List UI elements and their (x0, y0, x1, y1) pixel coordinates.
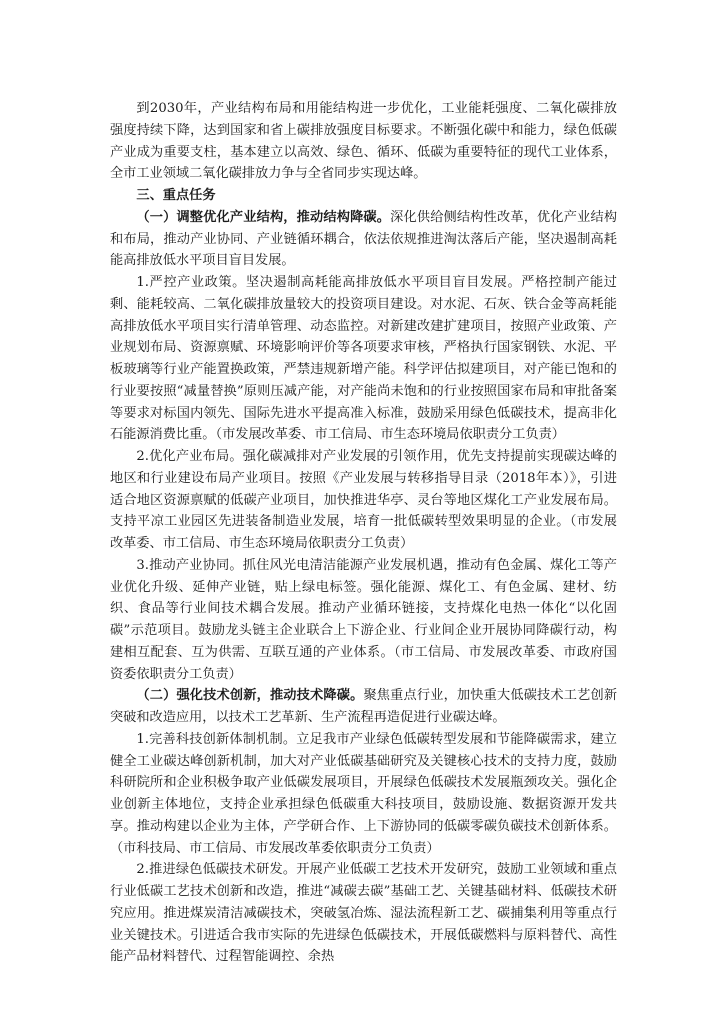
paragraph-structure-carbon-reduction (110, 207, 617, 272)
paragraph-industrial-policy: 1.严控产业政策。坚决遏制高耗能高排放低水平项目盲目发展。严格控制产能过剩、能耗较高、二氧化碳排放量较大的投资项目建设。对水泥、石灰、铁合金等高耗能高排放低水平项目实行清单管理、动态监控。对新建改建扩建项目，按照产业政策、产业规划布局、资源禀赋、环境影响评价等各项要求审核，严格执行国家钢铁、水泥、平板玻璃等行业产能置换政策，严禁违规新增产能。科学评估拟建项目，对产能已饱和的行业要按照“减量替换”原则压减产能，对产能尚未饱和的行业按照国家布局和审批备案等要求对标国内领先、国际先进水平提高准入标准，鼓励采用绿色低碳技术，提高非化石能源消费比重。（市发展改革委、市工信局、市生态环境局依职责分工负责） (110, 275, 617, 443)
section-heading-key-tasks: 三、重点任务 (136, 188, 216, 203)
paragraph-technology-carbon-reduction (110, 685, 617, 729)
subsection-heading-technology: （二）强化技术创新，推动技术降碳。 (136, 688, 364, 704)
subsection-heading-structure: （一）调整优化产业结构，推动结构降碳。 (136, 209, 391, 225)
paragraph-industrial-layout: 2.优化产业布局。强化碳减排对产业发展的引领作用，优先支持提前实现碳达峰的地区和行业建设布局产业项目。按照《产业发展与转移指导目录（2018年本）》，引进适合地区资源禀赋的低碳产业项目，加快推进华亭、灵台等地区煤化工产业发展布局。支持平凉工业园区先进装备制造业发展，培育一批低碳转型效果明显的企业。（市发展改革委、市工信局、市生态环境局依职责分工负责） (110, 449, 617, 551)
paragraph-industrial-synergy: 3.推动产业协同。抓住风光电清洁能源产业发展机遇，推动有色金属、煤化工等产业优化升级、延伸产业链，贴上绿电标签。强化能源、煤化工、有色金属、建材、纺织、食品等行业间技术耦合发展。推动产业循环链接，支持煤化电热一体化“以化固碳”示范项目。鼓励龙头链主企业联合上下游企业、行业间企业开展协同降碳行动，构建相互配套、互为供需、互联互通的产业体系。（市工信局、市发展改革委、市政府国资委依职责分工负责） (110, 557, 617, 682)
paragraph-body: 深化供给侧结构性改革，优化产业结构和布局，推动产业协同、产业链循环耦合，依法依规推进淘汰落后产能，坚决遏制高耗能高排放低水平项目盲目发展。 (110, 209, 618, 269)
paragraph-green-tech-rd: 2.推进绿色低碳技术研发。开展产业低碳工艺技术开发研究，鼓励工业领域和重点行业低碳工艺技术创新和改造，推进“减碳去碳”基础工艺、关键基础材料、低碳技术研究应用。推进煤炭清洁减碳技术，突破氢冶炼、湿法流程新工艺、碳捕集利用等重点行业关键技术。引进适合我市实际的先进绿色低碳技术，开展低碳燃料与原料替代、高性能产品材料替代、过程智能调控、余热 (110, 862, 617, 965)
paragraph-body: 聚焦重点行业，加快重大低碳技术工艺创新突破和改造应用，以技术工艺革新、生产流程再造促进行业碳达峰。 (110, 688, 618, 725)
paragraph-2030-targets: 到2030年，产业结构布局和用能结构进一步优化，工业能耗强度、二氧化碳排放强度持续下降，达到国家和省上碳排放强度目标要求。不断强化碳中和能力，绿色低碳产业成为重要支柱，基本建立以高效、绿色、循环、低碳为重要特征的现代工业体系，全市工业领域二氧化碳排放力争与全省同步实现达峰。 (110, 101, 617, 182)
paragraph-innovation-mechanism: 1.完善科技创新体制机制。立足我市产业绿色低碳转型发展和节能降碳需求，建立健全工业碳达峰创新机制，加大对产业低碳基础研究及关键核心技术的支持力度，鼓励科研院所和企业积极争取产业低碳发展项目，开展绿色低碳技术发展瓶颈攻关。强化企业创新主体地位，支持企业承担绿色低碳重大科技项目，鼓励设施、数据资源开发共享。推动构建以企业为主体，产学研合作、上下游协同的低碳零碳负碳技术创新体系。（市科技局、市工信局、市发展改革委依职责分工负责） (110, 731, 617, 856)
